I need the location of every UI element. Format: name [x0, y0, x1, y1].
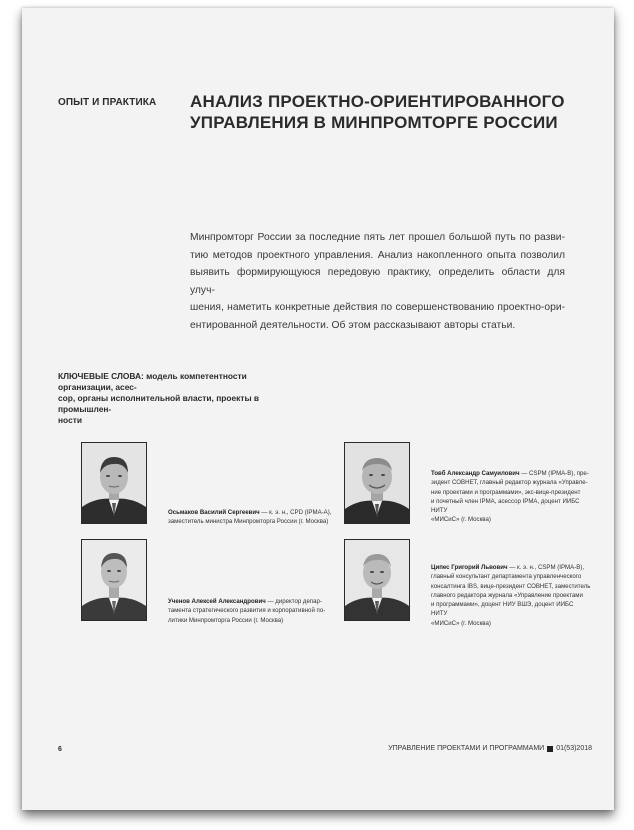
title-line: АНАЛИЗ ПРОЕКТНО-ОРИЕНТИРОВАННОГО: [190, 92, 565, 111]
section-label: ОПЫТ И ПРАКТИКА: [58, 97, 157, 108]
author-name: Ученов Алексей Александрович: [168, 598, 266, 605]
bio-line: «МИСиС» (г. Москва): [431, 619, 491, 627]
bio-line: Осьмаков Василий Сергеевич — к. э. н., CPD (IPMA-A),: [168, 509, 332, 516]
title-line: УПРАВЛЕНИЯ В МИНПРОМТОРГЕ РОССИИ: [190, 113, 558, 132]
bio-line: консалтинга IBS, вице-президент СОВНЕТ, заместитель: [431, 582, 591, 590]
author-bio-tovb: [431, 469, 589, 525]
portrait-icon: [82, 540, 146, 620]
bio-line: Ципес Григорий Львович — к. э. н., CSPM (IPMA-B),: [431, 564, 585, 571]
issue-number: 01(53)2018: [556, 745, 592, 752]
author-name: Ципес Григорий Львович: [431, 564, 508, 571]
bio-line: заместитель министра Минпромторга России (г. Москва): [168, 518, 329, 526]
author-name: Товб Александр Самуилович: [431, 470, 520, 477]
bio-line: Товб Александр Самуилович — CSPM (IPMA-B), пре-: [431, 470, 589, 477]
author-name: Осьмаков Василий Сергеевич: [168, 509, 260, 516]
keywords: [58, 371, 303, 426]
bio-line: зидент СОВНЕТ, главный редактор журнала «Управле-: [431, 479, 588, 487]
portrait-icon: [345, 443, 409, 523]
lead-line: выявить формирующуюся передовую практику, определить области для улуч-: [190, 267, 565, 296]
lead-line: Минпромторг России за последние пять лет прошел большой путь по разви-: [190, 232, 565, 243]
keywords-line: ности: [58, 415, 82, 425]
bio-line: главного редактора журнала «Управление проектами: [431, 591, 583, 599]
lead-line: тию методов проектного управления. Анализ накопленного опыта позволил: [190, 249, 565, 261]
bio-line: главный консультант департамента управленческого: [431, 573, 582, 581]
keywords-line: КЛЮЧЕВЫЕ СЛОВА: модель компетентности организации, асес-: [58, 371, 247, 392]
author-photo-osmakov: [81, 442, 147, 524]
author-bio-tsipes: [431, 563, 591, 628]
author-photo-tovb: [344, 442, 410, 524]
author-bio-uchenov: [168, 597, 338, 625]
bio-line: и почетный член IPMA, асессор IPMA, доцент ИИБС НИТУ: [431, 497, 580, 515]
bio-line: «МИСиС» (г. Москва): [431, 516, 491, 524]
portrait-icon: [82, 443, 146, 523]
article-lead: [190, 229, 565, 334]
bio-line: Ученов Алексей Александрович — директор депар-: [168, 598, 322, 605]
portrait-icon: [345, 540, 409, 620]
author-bio-osmakov: [168, 508, 338, 527]
bio-line: ние проектами и программами», экс-вице-президент: [431, 488, 581, 496]
keywords-line: сор, органы исполнительной власти, проекты в промышлен-: [58, 393, 260, 414]
bio-line: тамента стратегического развития и корпоративной по-: [168, 607, 326, 615]
running-footer: [388, 745, 592, 752]
lead-line: ентированной деятельности. Об этом рассказывают авторы статьи.: [190, 319, 516, 331]
author-photo-uchenov: [81, 539, 147, 621]
bio-line: и программами», доцент НИУ ВШЭ, доцент ИИБС НИТУ: [431, 601, 574, 618]
square-icon: [547, 746, 553, 752]
page-number: 6: [58, 746, 62, 753]
article-title: [190, 91, 580, 133]
bio-line: литики Минпромторга России (г. Москва): [168, 616, 284, 624]
lead-line: шения, наметить конкретные действия по совершенствованию проектно-ори-: [190, 302, 565, 313]
journal-name: УПРАВЛЕНИЕ ПРОЕКТАМИ И ПРОГРАММАМИ: [388, 745, 545, 752]
author-photo-tsipes: [344, 539, 410, 621]
